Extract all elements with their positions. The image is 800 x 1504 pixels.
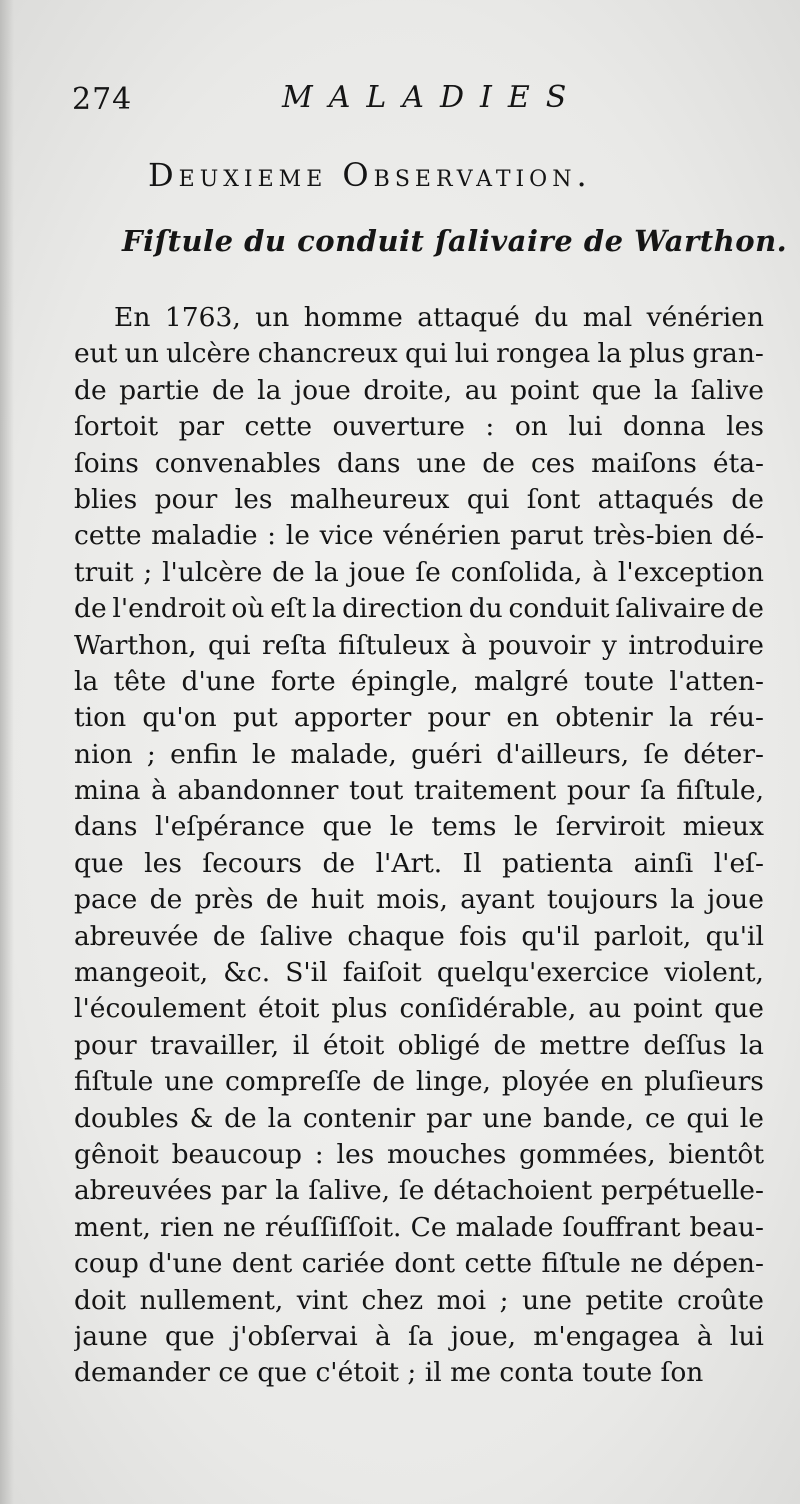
word: que	[322, 811, 373, 843]
word: qui	[208, 629, 251, 661]
text-line	[74, 300, 764, 336]
word: joue	[348, 556, 406, 588]
word: toute	[584, 665, 655, 697]
word: contenir	[302, 1102, 416, 1134]
word: ſalive	[259, 920, 334, 952]
word: de	[211, 374, 245, 406]
word: guéri	[411, 738, 482, 770]
word: y	[601, 629, 617, 661]
word: ment,	[74, 1211, 151, 1243]
word: les	[726, 411, 764, 443]
word: m'engagea	[533, 1320, 680, 1352]
word: j'obſervai	[231, 1320, 358, 1352]
word: la	[739, 1029, 764, 1061]
word: de	[149, 884, 183, 916]
word: direction	[342, 593, 463, 625]
word: ;	[146, 738, 156, 770]
word: très-bien	[592, 520, 713, 552]
word: ſalive,	[308, 1175, 391, 1207]
word: petite	[585, 1284, 664, 1316]
word: ſecours	[202, 847, 303, 879]
word: joue,	[450, 1320, 517, 1352]
word: mina	[74, 775, 141, 807]
word: attaqués	[597, 483, 714, 515]
word: tems	[431, 811, 497, 843]
word: cette	[244, 411, 313, 443]
word: ſalivaire	[615, 593, 726, 625]
word: réuſſiſſoit.	[264, 1211, 402, 1243]
word: qu'il	[521, 920, 580, 952]
word: conſolida,	[450, 556, 583, 588]
word: du	[468, 593, 503, 625]
word: au	[464, 374, 498, 406]
word: la	[597, 338, 622, 370]
word: forte	[270, 665, 336, 697]
word: l'eſpérance	[154, 811, 305, 843]
word: à	[461, 629, 477, 661]
word: mouches	[387, 1138, 507, 1170]
word: du	[534, 302, 569, 333]
word: fiſtule	[74, 1066, 154, 1098]
word: à	[374, 1320, 391, 1352]
word: ne	[223, 1211, 256, 1243]
word: doubles	[74, 1102, 179, 1134]
word: vint	[296, 1284, 348, 1316]
word: une	[522, 1284, 572, 1316]
section-title: Deuxieme Observation.	[148, 156, 592, 194]
word: abreuvées	[74, 1175, 213, 1207]
word: cette	[464, 1248, 533, 1280]
word: vice	[319, 520, 374, 552]
word: beaucoup	[171, 1138, 302, 1170]
word: de	[224, 1102, 257, 1134]
word: ſe	[643, 738, 670, 770]
word: gênoit	[74, 1138, 159, 1170]
word: abandonner	[177, 775, 339, 807]
word: pour	[154, 483, 218, 515]
text-line	[74, 1210, 764, 1246]
text-line	[74, 1028, 764, 1064]
word: d'une	[181, 665, 256, 697]
word: l'exception	[617, 556, 764, 588]
word: mangeoit,	[74, 957, 209, 989]
word: pour	[427, 702, 491, 734]
word: fiſtule,	[676, 775, 764, 807]
text-line	[74, 809, 764, 845]
word: le	[739, 1102, 764, 1134]
text-line	[74, 555, 764, 591]
word: mettre	[539, 1029, 631, 1061]
word: un	[124, 338, 159, 370]
word: beau-	[689, 1211, 764, 1243]
word: de	[212, 920, 246, 952]
word: parloit,	[593, 920, 692, 952]
word: huit	[310, 884, 365, 916]
word: bientôt	[668, 1138, 764, 1170]
word: ces	[530, 447, 576, 479]
text-line	[74, 628, 764, 664]
word: vénérien	[383, 520, 501, 552]
text-line	[74, 373, 764, 409]
word: maladie	[151, 520, 258, 552]
word: 1763,	[164, 302, 241, 333]
word: blies	[74, 483, 138, 515]
word: plus	[629, 338, 686, 370]
word: ce	[644, 1102, 676, 1134]
word: compreſſe	[224, 1066, 362, 1098]
word: détachoient	[433, 1175, 593, 1207]
word: de	[731, 483, 764, 515]
word: qu'on	[142, 702, 217, 734]
word: une	[164, 1066, 215, 1098]
word: ;	[499, 1284, 509, 1316]
text-line	[74, 409, 764, 445]
word: conſidérable,	[399, 993, 577, 1025]
word: éta-	[712, 447, 764, 479]
word: de	[372, 1066, 406, 1098]
word: lui	[568, 411, 603, 443]
word: qui	[405, 338, 448, 370]
word: ſortoit	[74, 411, 159, 443]
subtitle: Fiſtule du conduit ſalivaire de Warthon.	[122, 224, 788, 258]
word: l'Art.	[375, 847, 443, 879]
body-paragraph	[74, 300, 764, 1392]
word: perpétuelle-	[600, 1175, 764, 1207]
word: ayant	[460, 884, 535, 916]
word: qui	[686, 1102, 729, 1134]
word: de	[482, 447, 515, 479]
word: croûte	[677, 1284, 764, 1316]
word: ouverture	[332, 411, 465, 443]
word: chaque	[347, 920, 445, 952]
word: de	[265, 884, 299, 916]
text-line	[74, 919, 764, 955]
word: les	[144, 847, 182, 879]
text-line	[74, 1137, 764, 1173]
word: qui	[466, 483, 510, 515]
word: une	[416, 447, 467, 479]
word: convenables	[154, 447, 322, 479]
running-head	[72, 80, 592, 124]
word: rien	[160, 1211, 214, 1243]
word: :	[314, 1138, 324, 1170]
word: &c.	[223, 957, 271, 989]
word: l'écoulement	[74, 993, 246, 1025]
word: toujours	[546, 884, 659, 916]
word: que	[165, 1320, 215, 1352]
word: de	[493, 1029, 527, 1061]
word: homme	[303, 302, 403, 333]
word: à	[592, 556, 609, 588]
word: moi	[436, 1284, 487, 1316]
word: tion	[74, 702, 127, 734]
word: le	[285, 520, 310, 552]
word: le	[514, 811, 539, 843]
word: vénérien	[646, 302, 764, 333]
word: on	[514, 411, 548, 443]
word: le	[389, 811, 414, 843]
word: dans	[337, 447, 401, 479]
word: les	[336, 1138, 375, 1170]
word: au	[588, 993, 622, 1025]
text-line	[74, 518, 764, 554]
word: dont	[394, 1248, 456, 1280]
word: tête	[113, 665, 167, 697]
word: la	[670, 884, 695, 916]
word: attaqué	[417, 302, 520, 333]
word: Il	[462, 847, 482, 879]
word: à	[151, 775, 167, 807]
word: d'une	[148, 1248, 223, 1280]
word: pouvoir	[488, 629, 591, 661]
word: en	[600, 1066, 634, 1098]
word: malade	[455, 1211, 554, 1243]
word: linge,	[415, 1066, 491, 1098]
word: de	[731, 593, 764, 625]
word: d'ailleurs,	[496, 738, 630, 770]
text-line	[74, 591, 764, 627]
word: obligé	[397, 1029, 481, 1061]
word: nullement,	[139, 1284, 284, 1316]
word: S'il	[285, 957, 328, 989]
text-line	[74, 1173, 764, 1209]
text-line	[74, 336, 764, 372]
word: donna	[622, 411, 706, 443]
word: par	[220, 1175, 267, 1207]
text-line	[74, 1319, 764, 1355]
word: en	[506, 702, 540, 734]
word: ulcère	[166, 338, 251, 370]
word: quelqu'exercice	[436, 957, 650, 989]
word: lui	[729, 1320, 764, 1352]
word: reſta	[262, 629, 327, 661]
word: dans	[74, 811, 138, 843]
word: violent,	[664, 957, 764, 989]
word: la	[267, 1102, 292, 1134]
word: traitement	[413, 775, 557, 807]
word: chancreux	[257, 338, 398, 370]
text-line	[74, 1283, 764, 1319]
text-line	[74, 664, 764, 700]
word: l'atten-	[669, 665, 764, 697]
word: la	[257, 374, 282, 406]
word: dépen-	[672, 1248, 764, 1280]
word: :	[485, 411, 495, 443]
word: point	[633, 993, 703, 1025]
text-line	[74, 955, 764, 991]
word: gran-	[692, 338, 764, 370]
text-line	[74, 846, 764, 882]
word: pace	[74, 884, 138, 916]
word: malheureux	[289, 483, 450, 515]
word: Ce	[410, 1211, 447, 1243]
word: étoit	[257, 993, 320, 1025]
word: déter-	[683, 738, 764, 770]
word: par	[178, 411, 225, 443]
word: obtenir	[555, 702, 653, 734]
word: maiſons	[591, 447, 697, 479]
word: ſe	[398, 1175, 425, 1207]
word: jaune	[74, 1320, 148, 1352]
word: ployée	[501, 1066, 590, 1098]
text-line	[74, 700, 764, 736]
word: fois	[459, 920, 507, 952]
word: cette	[74, 520, 142, 552]
word: que	[591, 374, 642, 406]
word: de	[74, 593, 107, 625]
word: deſſus	[643, 1029, 727, 1061]
word: lui	[454, 338, 489, 370]
word: de	[322, 847, 356, 879]
word: de	[272, 556, 305, 588]
word: tout	[348, 775, 404, 807]
word: la	[653, 374, 679, 406]
word: partie	[119, 374, 200, 406]
text-line	[74, 446, 764, 482]
word: abreuvée	[74, 920, 199, 952]
word: eſt	[270, 593, 307, 625]
word: &	[189, 1102, 214, 1134]
page-number: 274	[72, 82, 133, 117]
word: mieux	[682, 811, 764, 843]
text-line	[74, 1246, 764, 1282]
word: En	[114, 302, 151, 333]
word: ſalive	[690, 374, 764, 406]
word: droite,	[363, 374, 453, 406]
word: ſont	[526, 483, 581, 515]
word: travailler,	[150, 1029, 280, 1061]
word: dé-	[722, 520, 764, 552]
text-line	[74, 991, 764, 1027]
word: ſerviroit	[555, 811, 666, 843]
word: ſe	[415, 556, 441, 588]
word: la	[74, 665, 99, 697]
word: l'eſ-	[713, 847, 764, 879]
word: le	[252, 738, 277, 770]
word: les	[234, 483, 273, 515]
word: rongea	[496, 338, 591, 370]
word: à	[696, 1320, 713, 1352]
word: fiſtuleux	[338, 629, 450, 661]
word: doit	[74, 1284, 127, 1316]
word: conduit	[508, 593, 610, 625]
word: un	[255, 302, 290, 333]
word: la	[275, 1175, 300, 1207]
word: truit	[74, 556, 134, 588]
word: que	[74, 847, 124, 879]
word: patienta	[502, 847, 614, 879]
word: une	[482, 1102, 533, 1134]
word: que	[714, 993, 764, 1025]
word: coup	[74, 1248, 139, 1280]
word: malade,	[290, 738, 397, 770]
word: l'ulcère	[162, 556, 263, 588]
word: ſa	[640, 775, 666, 807]
text-line: demander ce que c'étoit ; il me conta toute ſon	[74, 1357, 704, 1389]
word: épingle,	[350, 665, 459, 697]
text-line	[74, 482, 764, 518]
word: la	[314, 556, 339, 588]
word: dent	[231, 1248, 293, 1280]
word: de	[74, 374, 107, 406]
word: malgré	[474, 665, 569, 697]
word: qu'il	[705, 920, 764, 952]
word: fiſtule	[541, 1248, 621, 1280]
text-line	[74, 737, 764, 773]
word: enfin	[170, 738, 238, 770]
word: ;	[143, 556, 153, 588]
word: joue	[706, 884, 764, 916]
word: gommées,	[519, 1138, 656, 1170]
word: bande,	[543, 1102, 635, 1134]
word: la	[312, 593, 337, 625]
word: où	[231, 593, 265, 625]
word: ſa	[407, 1320, 434, 1352]
word: eut	[74, 338, 118, 370]
word: parut	[510, 520, 584, 552]
word: par	[426, 1102, 472, 1134]
word: l'endroit	[112, 593, 226, 625]
word: faiſoit	[342, 957, 422, 989]
text-line	[74, 1064, 764, 1100]
text-line	[74, 1101, 764, 1137]
word: point	[510, 374, 580, 406]
word: pluſieurs	[644, 1066, 764, 1098]
word: plus	[331, 993, 388, 1025]
word: ſouffrant	[562, 1211, 681, 1243]
running-title: MALADIES	[282, 80, 583, 115]
word: apporter	[293, 702, 412, 734]
word: cariée	[301, 1248, 385, 1280]
word: ainſi	[633, 847, 694, 879]
word: ne	[630, 1248, 664, 1280]
word: :	[267, 520, 277, 552]
text-line	[74, 882, 764, 918]
word: introduire	[628, 629, 764, 661]
word: put	[232, 702, 278, 734]
word: joue	[293, 374, 351, 406]
word: mal	[582, 302, 633, 333]
word: ſoins	[74, 447, 139, 479]
word: il	[292, 1029, 310, 1061]
word: pour	[566, 775, 630, 807]
word: chez	[361, 1284, 424, 1316]
word: Warthon,	[74, 629, 197, 661]
text-line	[74, 773, 764, 809]
word: nion	[74, 738, 133, 770]
word: étoit	[322, 1029, 385, 1061]
word: pour	[74, 1029, 137, 1061]
word: réu-	[709, 702, 764, 734]
word: près	[194, 884, 254, 916]
word: la	[669, 702, 694, 734]
word: mois,	[376, 884, 448, 916]
